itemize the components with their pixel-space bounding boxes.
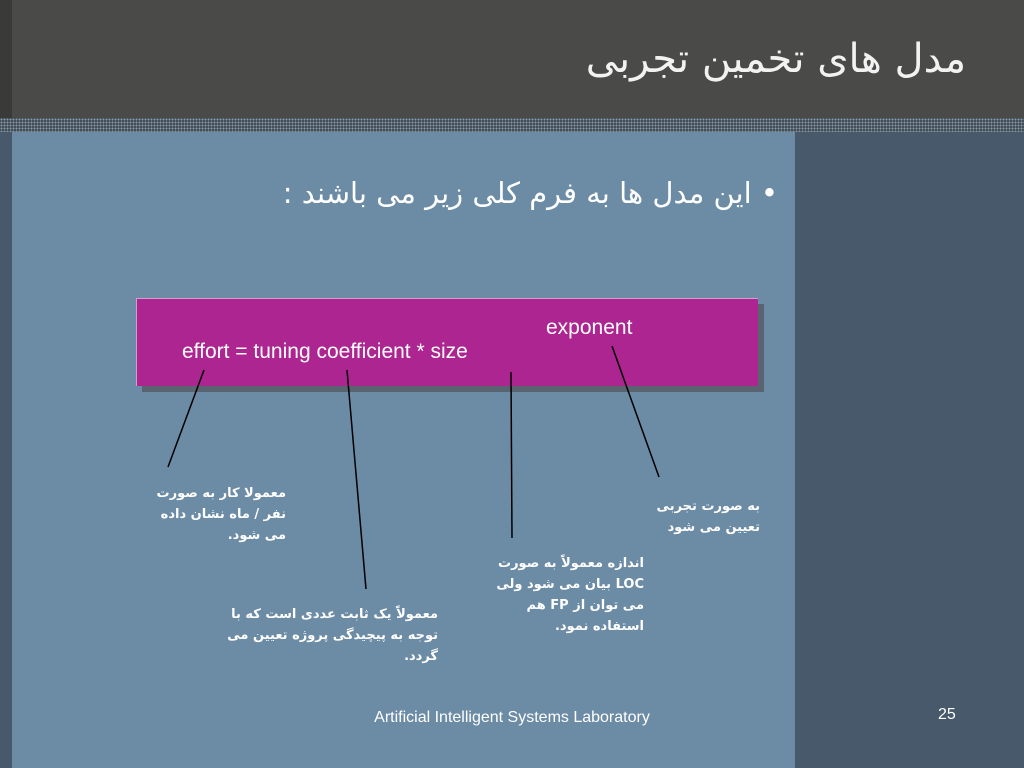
slide-title: مدل های تخمین تجربی [585, 36, 966, 82]
effort-note: معمولا کار به صورت نفر / ماه نشان داده می شود. [156, 486, 286, 543]
exponent-note: به صورت تجربی تعیین می شود [656, 499, 760, 535]
page-number: 25 [938, 706, 956, 723]
footer-text: Artificial Intelligent Systems Laboratory [374, 709, 650, 726]
exponent-callout-line [612, 346, 659, 477]
size-callout-line [511, 372, 512, 538]
effort-callout-line [168, 370, 204, 467]
exponent-label: exponent [546, 316, 633, 339]
size-note: اندازه معمولاً به صورت LOC بیان می شود ولی می توان از FP هم استفاده نمود. [496, 556, 644, 634]
formula-text: effort = tuning coefficient * size [182, 340, 468, 363]
bullet-text: • این مدل ها به فرم کلی زیر می باشند : [282, 176, 778, 210]
coefficient-note: معمولاً یک ثابت عددی است که با توجه به پیچیدگی پروژه تعیین می گردد. [227, 607, 438, 664]
coefficient-callout-line [347, 370, 366, 589]
